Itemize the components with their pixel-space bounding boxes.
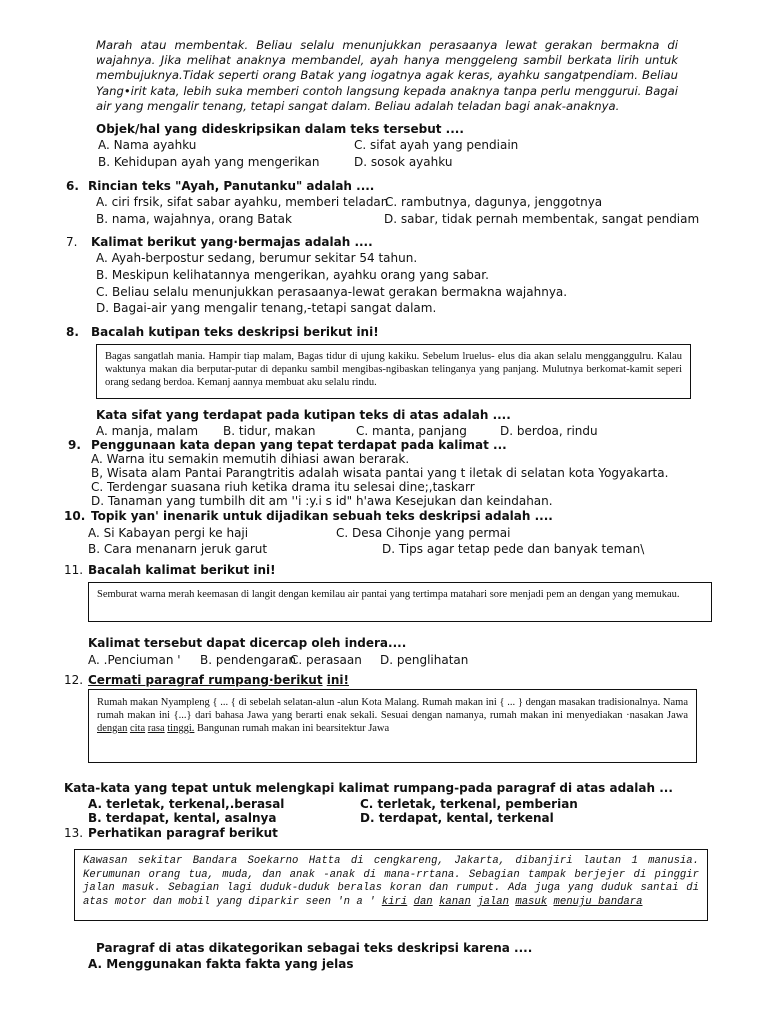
q12-question-part-b: ·berikut bbox=[268, 673, 323, 687]
q13-box-underline-5: masuk bbox=[515, 895, 548, 908]
q6-question: Rincian teks "Ayah, Panutanku" adalah .... bbox=[88, 179, 375, 193]
q13-box-underline-4: jalan bbox=[477, 895, 509, 908]
q8-option-d: D. berdoa, rindu bbox=[500, 424, 598, 438]
q12-question2: Kata-kata yang tepat untuk melengkapi kalimat rumpang-pada paragraf di atas adalah ... bbox=[64, 781, 673, 795]
q7-option-d: D. Bagai-air yang mengalir tenang,-tetapi sangat dalam. bbox=[96, 301, 437, 315]
q12-option-b: B. terdapat, kental, asalnya bbox=[88, 811, 277, 825]
q7-number: 7. bbox=[66, 235, 78, 249]
q11-question: Bacalah kalimat berikut ini! bbox=[88, 563, 276, 577]
intro-question: Objek/hal yang dideskripsikan dalam teks tersebut .... bbox=[96, 122, 464, 136]
q9-option-c: C. Terdengar suasana riuh ketika drama itu selesai dine;,taskarr bbox=[91, 480, 475, 494]
q12-option-d: D. terdapat, kental, terkenal bbox=[360, 811, 554, 825]
q13-box-underline-3: kanan bbox=[439, 895, 471, 908]
q11-sentence-box: Semburat warna merah keemasan di langit dengan kemilau air pantai yang tertimpa matahari sore menjadi pem an dengan yang memukau. bbox=[88, 582, 712, 622]
q8-option-b: B. tidur, makan bbox=[223, 424, 316, 438]
q12-question-part-c: ini! bbox=[326, 673, 349, 687]
q12-box-underline-3: rasa bbox=[147, 723, 165, 734]
q8-question: Bacalah kutipan teks deskripsi berikut ini! bbox=[91, 325, 379, 339]
q8-option-c: C. manta, panjang bbox=[356, 424, 467, 438]
q11-option-c: C. perasaan bbox=[290, 653, 362, 667]
q11-option-a: A. .Penciuman ' bbox=[88, 653, 181, 667]
q12-box-underline-2: cita bbox=[129, 723, 146, 734]
q6-option-d: D. sabar, tidak pernah membentak, sangat pendiam bbox=[384, 212, 700, 226]
q7-option-a: A. Ayah-berpostur sedang, berumur sekitar 54 tahun. bbox=[96, 251, 418, 265]
intro-paragraph: Marah atau membentak. Beliau selalu menunjukkan perasaanya lewat gerakan bermakna di wajahnya. Jika melihat anaknya membandel, ayah hanya menggeleng sambil berkata lirih untuk membujuknya.Tidak seperti orang Batak yang iogatnya agak keras, ayahku sangatpendiam. Beliau Yang•irit kata, lebih suka memberi contoh langsung kepada anaknya tanpa perlu menggurui. Bagai air yang mengalir tenang, tetapi sangat dalam. Beliau adalah teladan bagi anak-anaknya. bbox=[96, 38, 678, 113]
q9-option-a: A. Warna itu semakin memutih dihiasi awan berarak. bbox=[91, 452, 410, 466]
q6-option-a: A. ciri frsik, sifat sabar ayahku, memberi teladan bbox=[96, 195, 389, 209]
q11-option-b: B. pendengaran bbox=[200, 653, 296, 667]
q12-option-a: A. terletak, terkenal,.berasal bbox=[88, 797, 285, 811]
intro-option-d: D. sosok ayahku bbox=[354, 155, 453, 169]
q9-number: 9. bbox=[68, 438, 81, 452]
q8-number: 8. bbox=[66, 325, 79, 339]
q12-option-c: C. terletak, terkenal, pemberian bbox=[360, 797, 578, 811]
q10-number: 10. bbox=[64, 509, 86, 523]
q7-question: Kalimat berikut yang·bermajas adalah .... bbox=[91, 235, 373, 249]
q12-box-text-b: Bangunan rumah makan ini bearsitektur Jawa bbox=[194, 723, 390, 734]
q11-option-d: D. penglihatan bbox=[380, 653, 469, 667]
q11-number: 11. bbox=[64, 563, 84, 577]
q13-box-underline-6: menuju bandara bbox=[553, 895, 643, 908]
q9-question: Penggunaan kata depan yang tepat terdapat pada kalimat ... bbox=[91, 438, 507, 452]
q11-question2: Kalimat tersebut dapat dicercap oleh indera.... bbox=[88, 636, 407, 650]
q12-box-underline-4: tinggi. bbox=[167, 723, 195, 734]
q13-paragraph-box bbox=[74, 849, 708, 921]
q8-question2: Kata sifat yang terdapat pada kutipan teks di atas adalah .... bbox=[96, 408, 511, 422]
q10-option-a: A. Si Kabayan pergi ke haji bbox=[88, 526, 249, 540]
q6-number: 6. bbox=[66, 179, 79, 193]
q10-question: Topik yan' inenarik untuk dijadikan sebuah teks deskripsi adalah .... bbox=[91, 509, 553, 523]
q13-question: Perhatikan paragraf berikut bbox=[88, 826, 278, 840]
q9-option-d: D. Tanaman yang tumbilh dit am ''i :y.i s id" h'awa Kesejukan dan keindahan. bbox=[91, 494, 553, 508]
q13-box-underline-2: dan bbox=[413, 895, 433, 908]
intro-option-c: C. sifat ayah yang pendiain bbox=[354, 138, 519, 152]
q6-option-c: C. rambutnya, dagunya, jenggotnya bbox=[385, 195, 603, 209]
q13-box-underline-1: kiri bbox=[381, 895, 408, 908]
q8-excerpt-box: Bagas sangatlah mania. Hampir tiap malam, Bagas tidur di ujung kakiku. Sebelum lruelus- elus dia akan selalu mengganggulru. Kalau waktunya makan dia berputar-putar di depanku sambil mengibas-ngibaskan telinganya yang panjang. Mulutnya berkomat-kamit seperi orang sedang berdoa. Kemanj aannya membuat aku selalu rindu. bbox=[96, 344, 691, 399]
q12-number: 12. bbox=[64, 673, 84, 687]
q12-paragraph-box bbox=[88, 689, 697, 763]
q6-option-b: B. nama, wajahnya, orang Batak bbox=[96, 212, 292, 226]
intro-option-b: B. Kehidupan ayah yang mengerikan bbox=[98, 155, 320, 169]
q12-box-text-a: Rumah makan Nyampleng { ... { di sebelah selatan-alun -alun Kota Malang. Rumah makan ini { ... } dengan masakan tradisionalnya. Nama rumah makan ini {...} dari bahasa Jawa yang berarti enak sekali. Sesuai dengan namanya, rumah makan ini menyediakan ·nasakan Jawa bbox=[97, 697, 688, 721]
q7-option-c: C. Beliau selalu menunjukkan perasaanya-lewat gerakan bermakna wajahnya. bbox=[96, 285, 568, 299]
intro-option-a: A. Nama ayahku bbox=[98, 138, 197, 152]
q13-number: 13. bbox=[64, 826, 84, 840]
q13-question2: Paragraf di atas dikategorikan sebagai teks deskripsi karena .... bbox=[96, 941, 533, 955]
q13-box-text-a: Kawasan sekitar Bandara Soekarno Hatta di cengkareng, Jakarta, dibanjiri lautan 1 manusia. Kerumunan orang tua, muda, dan anak -anak di mana-rrtana. Sebagian tampak berjejer di pinggir jalan masuk. Sebagian lagi duduk-duduk beralas koran dan rumput. Ada juga yang duduk santai di atas motor dan mobil yang diparkir seen 'n a ' bbox=[83, 855, 699, 908]
q12-question-part-a: Cermati paragraf rumpang bbox=[88, 673, 269, 687]
q12-question bbox=[88, 673, 349, 687]
q8-option-a: A. manja, malam bbox=[96, 424, 199, 438]
q10-option-d: D. Tips agar tetap pede dan banyak teman\ bbox=[382, 542, 645, 556]
q7-option-b: B. Meskipun kelihatannya mengerikan, ayahku orang yang sabar. bbox=[96, 268, 489, 282]
q10-option-c: C. Desa Cihonje yang permai bbox=[336, 526, 511, 540]
q10-option-b: B. Cara menanarn jeruk garut bbox=[88, 542, 268, 556]
q12-box-underline-1: dengan bbox=[97, 723, 128, 734]
q9-option-b: B, Wisata alam Pantai Parangtritis adalah wisata pantai yang t iletak di selatan kota Yogyakarta. bbox=[91, 466, 669, 480]
q13-option-a: A. Menggunakan fakta fakta yang jelas bbox=[88, 957, 354, 971]
